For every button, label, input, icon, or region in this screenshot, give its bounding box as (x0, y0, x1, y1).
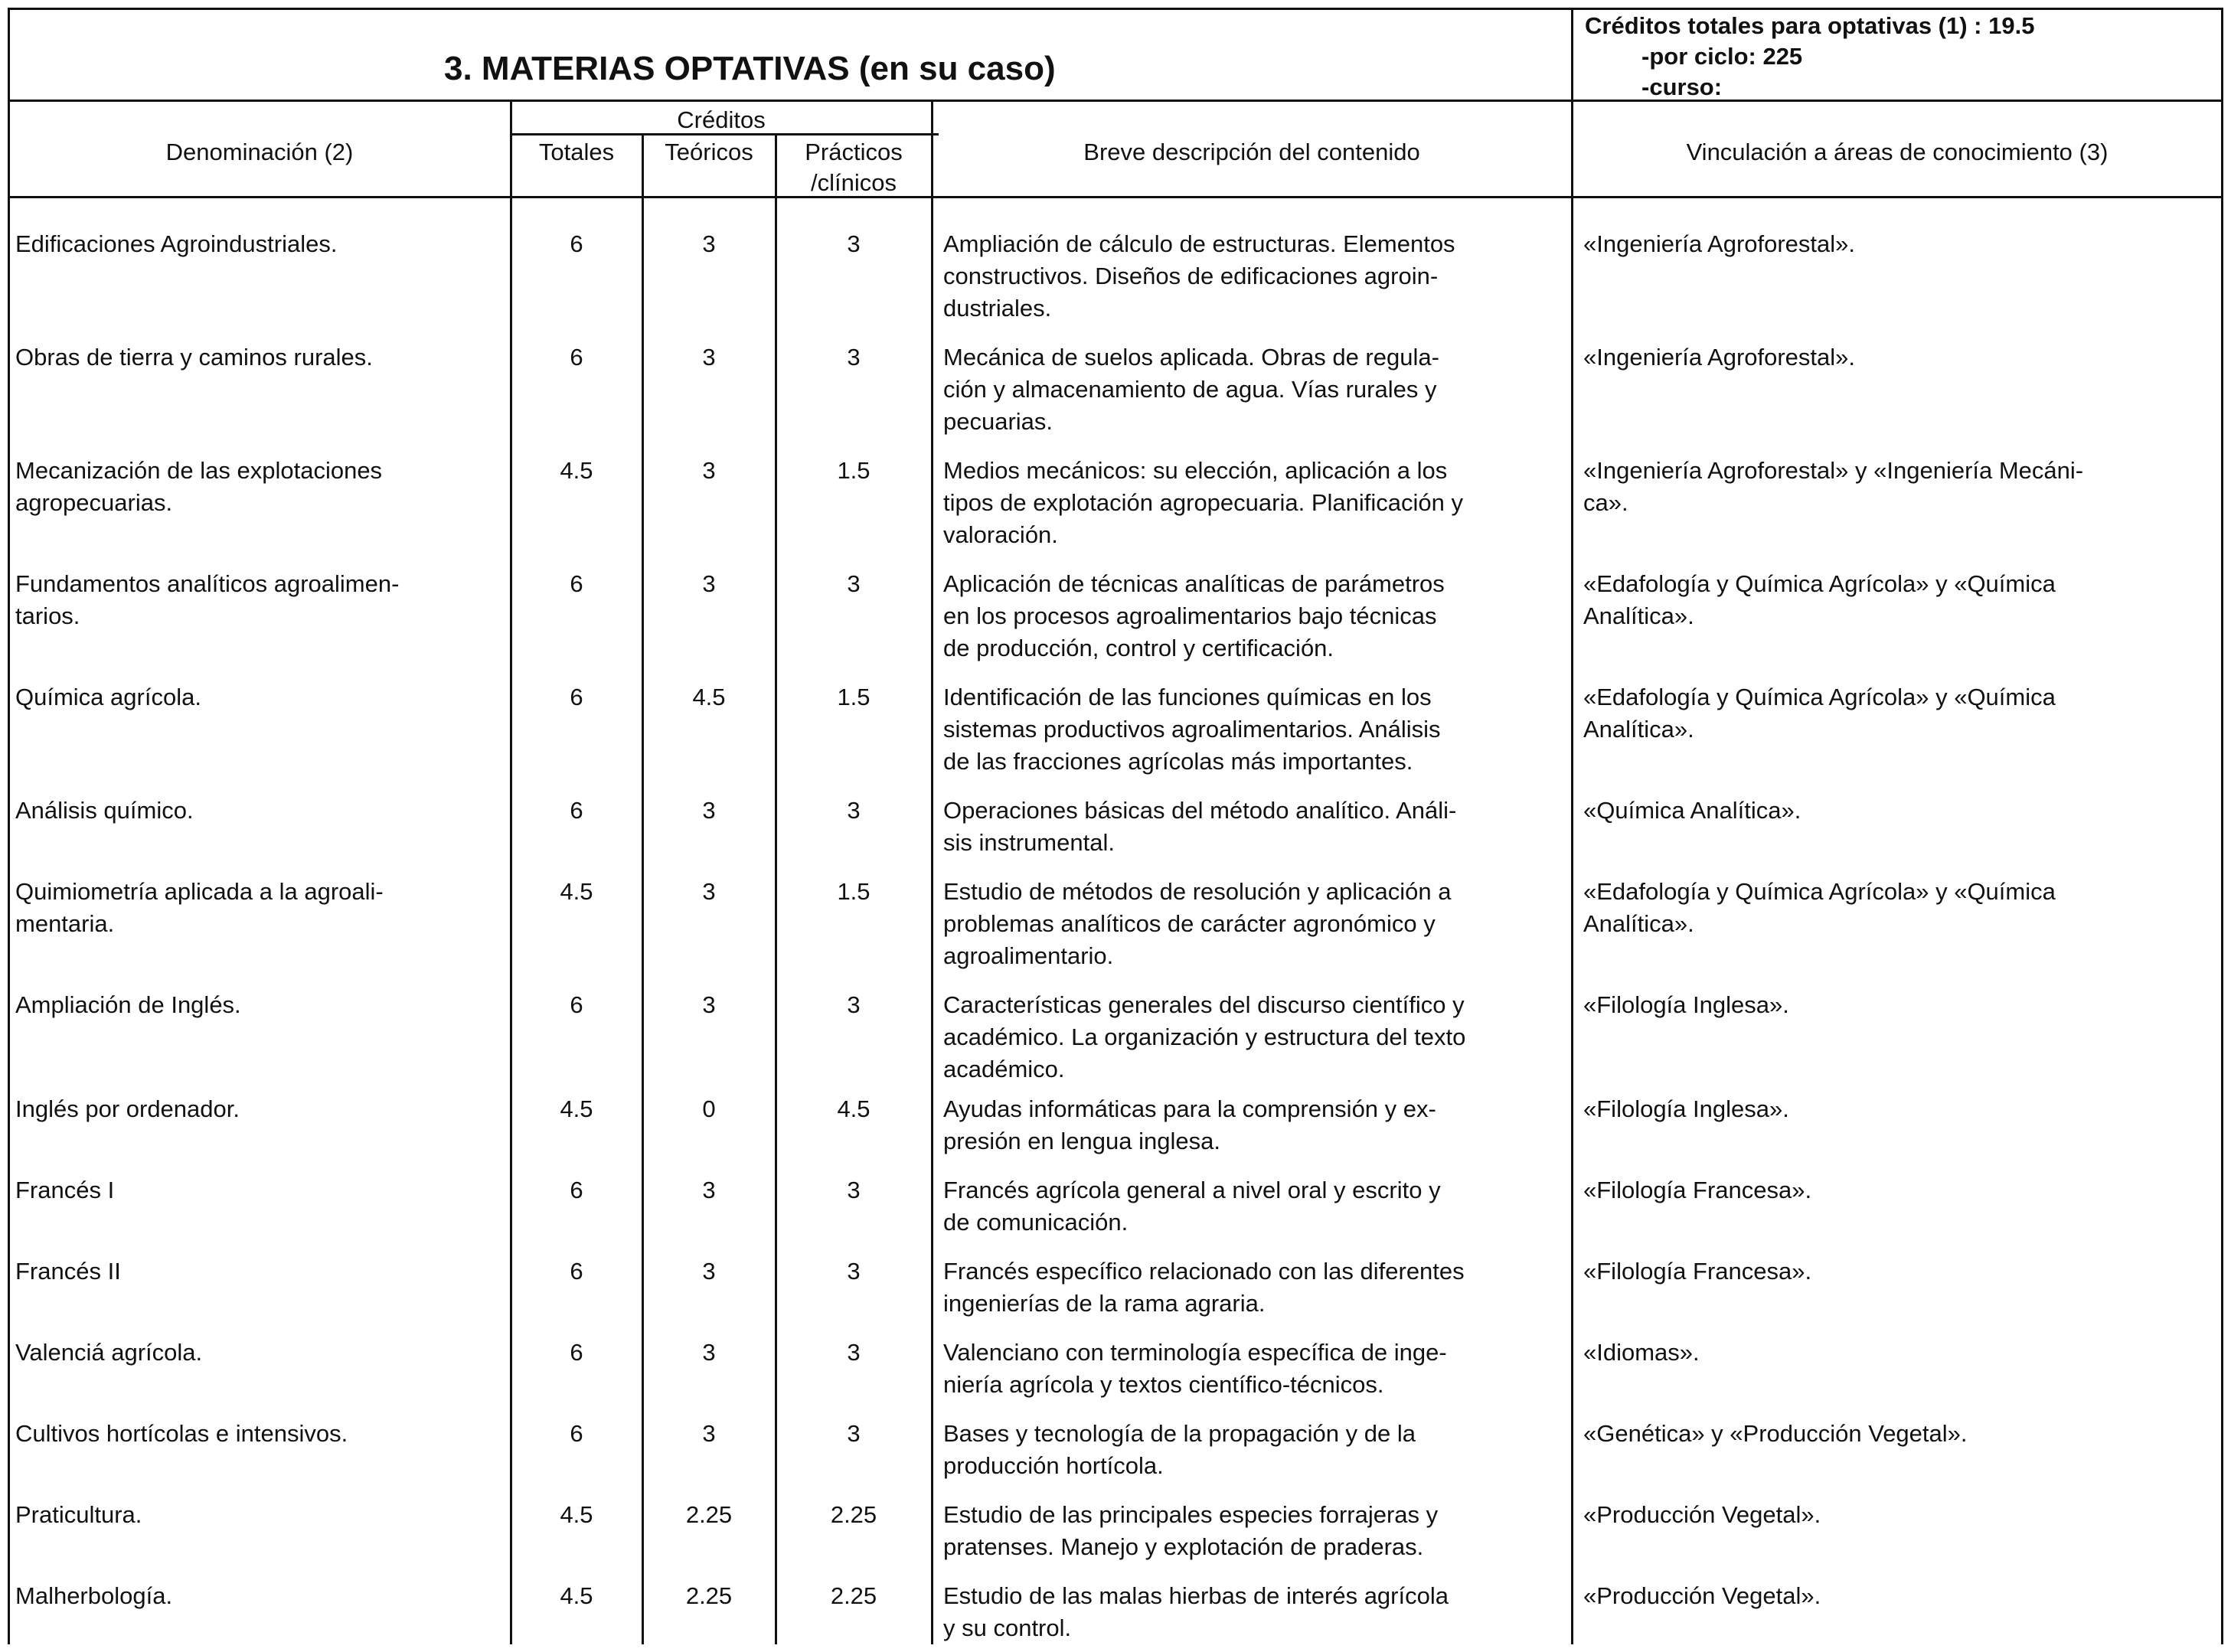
row-vinculacion: «Química Analítica». (1583, 797, 1801, 824)
row-totales: 6 (570, 1339, 583, 1366)
row-denominacion: Fundamentos analíticos agroalimen- tarios. (15, 570, 400, 629)
row-denominacion: Francés II (15, 1258, 121, 1285)
row-totales: 4.5 (560, 457, 593, 484)
row-descripcion: Aplicación de técnicas analíticas de parámetros en los procesos agroalimentarios bajo técnicas de producción, control y certificación. (943, 570, 1445, 661)
row-descripcion: Francés específico relacionado con las diferentes ingenierías de la rama agraria. (943, 1258, 1465, 1317)
row-denominacion: Obras de tierra y caminos rurales. (15, 344, 373, 371)
row-vinculacion: «Edafología y Química Agrícola» y «Química Analítica». (1583, 570, 2056, 629)
row-denominacion: Inglés por ordenador. (15, 1095, 240, 1122)
row-vinculacion: «Producción Vegetal». (1583, 1582, 1821, 1609)
row-teoricos: 4.5 (692, 684, 726, 710)
row-descripcion: Francés agrícola general a nivel oral y escrito y de comunicación. (943, 1177, 1441, 1236)
row-teoricos: 2.25 (685, 1501, 733, 1528)
row-denominacion: Análisis químico. (15, 797, 194, 824)
row-vinculacion: «Ingeniería Agroforestal» y «Ingeniería Mecáni- ca». (1583, 457, 2084, 516)
row-practicos: 3 (847, 344, 861, 371)
row-descripcion: Características generales del discurso científico y académico. La organización y estructura del texto académico. (943, 991, 1466, 1082)
col-header-practicos: Prácticos (805, 139, 903, 165)
row-practicos: 1.5 (837, 684, 871, 710)
col-header-vinculacion: Vinculación a áreas de conocimiento (3) (1686, 139, 2109, 165)
row-denominacion: Malherbología. (15, 1582, 173, 1609)
row-teoricos: 3 (702, 878, 716, 905)
row-descripcion: Ampliación de cálculo de estructuras. Elementos constructivos. Diseños de edificaciones agroin- dustriales. (943, 230, 1455, 322)
row-totales: 6 (570, 1420, 583, 1447)
row-practicos: 3 (847, 1420, 861, 1447)
row-practicos: 1.5 (837, 457, 871, 484)
row-totales: 6 (570, 344, 583, 371)
row-totales: 6 (570, 1177, 583, 1203)
row-totales: 6 (570, 797, 583, 824)
row-descripcion: Bases y tecnología de la propagación y de la producción hortícola. (943, 1420, 1416, 1479)
row-descripcion: Mecánica de suelos aplicada. Obras de regula- ción y almacenamiento de agua. Vías rurales y pecuarias. (943, 344, 1439, 435)
row-denominacion: Francés I (15, 1177, 115, 1203)
row-descripcion: Estudio de métodos de resolución y aplicación a problemas analíticos de carácter agronómico y agroalimentario. (943, 878, 1452, 969)
row-denominacion: Quimiometría aplicada a la agroali- mentaria. (15, 878, 384, 937)
row-vinculacion: «Genética» y «Producción Vegetal». (1583, 1420, 1968, 1447)
row-teoricos: 3 (702, 344, 716, 371)
row-totales: 4.5 (560, 878, 593, 905)
document-page (6, 6, 2226, 1652)
row-vinculacion: «Filología Francesa». (1583, 1177, 1812, 1203)
row-vinculacion: «Ingeniería Agroforestal». (1583, 230, 1856, 257)
row-vinculacion: «Edafología y Química Agrícola» y «Química Analítica». (1583, 878, 2056, 937)
col-header-practicos-line2: /clínicos (811, 169, 897, 196)
row-denominacion: Ampliación de Inglés. (15, 991, 241, 1018)
col-header-creditos: Créditos (677, 106, 766, 133)
row-vinculacion: «Filología Inglesa». (1583, 1095, 1789, 1122)
row-practicos: 1.5 (837, 878, 871, 905)
row-teoricos: 3 (702, 457, 716, 484)
row-vinculacion: «Idiomas». (1583, 1339, 1700, 1366)
right-border (2221, 8, 2223, 1644)
totals-line-1: Créditos totales para optativas (1) : 19.5 (1585, 12, 2035, 39)
row-practicos: 3 (847, 797, 861, 824)
row-practicos: 3 (847, 1258, 861, 1285)
left-border (8, 8, 10, 1644)
page-title: 3. MATERIAS OPTATIVAS (en su caso) (444, 50, 1056, 87)
col-header-descripcion: Breve descripción del contenido (1083, 139, 1420, 165)
row-practicos: 2.25 (830, 1582, 877, 1609)
row-vinculacion: «Filología Francesa». (1583, 1258, 1812, 1285)
row-descripcion: Identificación de las funciones químicas en los sistemas productivos agroalimentarios. Análisis de las fracciones agrícolas más importantes. (943, 684, 1441, 775)
row-descripcion: Operaciones básicas del método analítico. Análi- sis instrumental. (943, 797, 1457, 856)
row-totales: 4.5 (560, 1582, 593, 1609)
row-descripcion: Medios mecánicos: su elección, aplicación a los tipos de explotación agropecuaria. Planificación y valoración. (943, 457, 1463, 548)
row-practicos: 3 (847, 570, 861, 597)
row-teoricos: 2.25 (685, 1582, 733, 1609)
table-top-border (8, 8, 2223, 10)
totals-line-2: -por ciclo: 225 (1641, 43, 1803, 70)
col-header-totales: Totales (538, 139, 615, 165)
row-vinculacion: «Edafología y Química Agrícola» y «Química Analítica». (1583, 684, 2056, 743)
col-divider-practicos (931, 100, 933, 1644)
row-practicos: 4.5 (837, 1095, 871, 1122)
row-totales: 4.5 (560, 1501, 593, 1528)
row-teoricos: 3 (702, 570, 716, 597)
row-denominacion: Química agrícola. (15, 684, 201, 710)
row-teoricos: 0 (702, 1095, 716, 1122)
row-denominacion: Edificaciones Agroindustriales. (15, 230, 338, 257)
row-descripcion: Valenciano con terminología específica de inge- niería agrícola y textos científico-técnicos. (943, 1339, 1447, 1398)
row-totales: 6 (570, 1258, 583, 1285)
row-vinculacion: «Ingeniería Agroforestal». (1583, 344, 1856, 371)
row-teoricos: 3 (702, 991, 716, 1018)
totals-line-3: -curso: (1641, 73, 1723, 100)
row-denominacion: Praticultura. (15, 1501, 142, 1528)
row-denominacion: Valenciá agrícola. (15, 1339, 203, 1366)
row-practicos: 3 (847, 1339, 861, 1366)
row-practicos: 2.25 (830, 1501, 877, 1528)
row-totales: 6 (570, 230, 583, 257)
row-teoricos: 3 (702, 1258, 716, 1285)
row-teoricos: 3 (702, 1177, 716, 1203)
col-header-denominacion: Denominación (2) (165, 139, 354, 165)
row-teoricos: 3 (702, 1339, 716, 1366)
row-teoricos: 3 (702, 797, 716, 824)
row-totales: 6 (570, 684, 583, 710)
header-bottom-border (8, 196, 2223, 198)
row-totales: 6 (570, 570, 583, 597)
row-vinculacion: «Filología Inglesa». (1583, 991, 1789, 1018)
totals-divider (1571, 8, 1573, 1644)
row-descripcion: Estudio de las principales especies forrajeras y pratenses. Manejo y explotación de praderas. (943, 1501, 1439, 1560)
title-separator (8, 100, 2223, 102)
row-denominacion: Mecanización de las explotaciones agropecuarias. (15, 457, 383, 516)
row-vinculacion: «Producción Vegetal». (1583, 1501, 1821, 1528)
row-practicos: 3 (847, 230, 861, 257)
row-totales: 6 (570, 991, 583, 1018)
row-descripcion: Estudio de las malas hierbas de interés agrícola y su control. (943, 1582, 1449, 1641)
row-practicos: 3 (847, 1177, 861, 1203)
col-header-teoricos: Teóricos (665, 139, 753, 165)
col-divider-denominacion (510, 100, 512, 1644)
row-denominacion: Cultivos hortícolas e intensivos. (15, 1420, 348, 1447)
row-totales: 4.5 (560, 1095, 593, 1122)
row-teoricos: 3 (702, 230, 716, 257)
row-teoricos: 3 (702, 1420, 716, 1447)
row-practicos: 3 (847, 991, 861, 1018)
row-descripcion: Ayudas informáticas para la comprensión y ex- presión en lengua inglesa. (943, 1095, 1436, 1154)
